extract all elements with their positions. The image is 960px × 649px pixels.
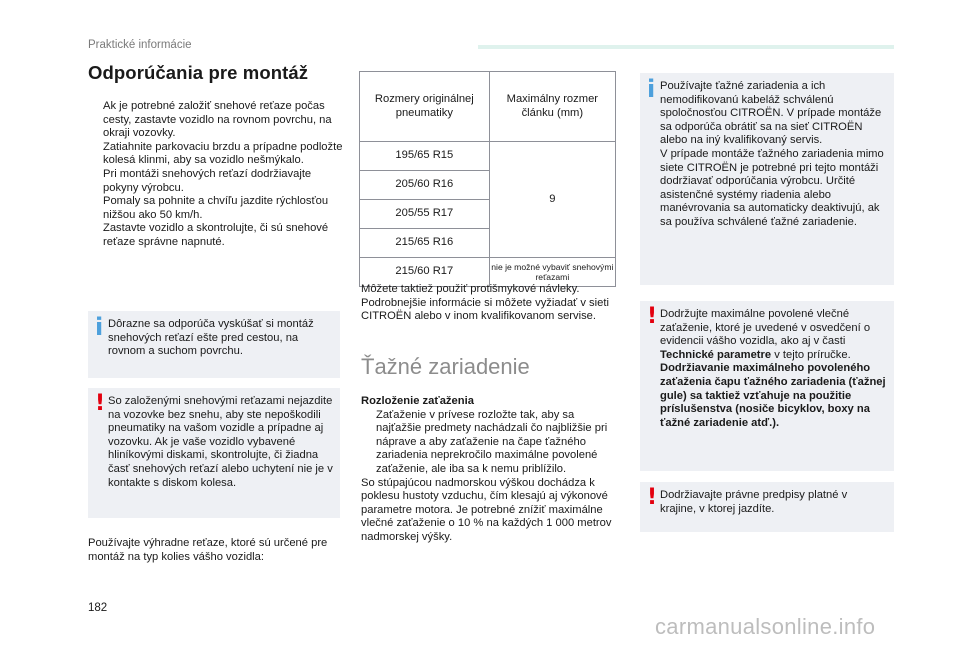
- table-header-max: Maximálny rozmer článku (mm): [489, 72, 615, 142]
- warning-icon: !: [647, 485, 658, 510]
- list-item: Zastavte vozidlo a skontrolujte, či sú snehové reťaze správne napnuté.: [103, 222, 329, 248]
- not-possible-value: nie je možné vybaviť snehovými reťazami: [489, 258, 615, 287]
- warning-note-legal: ! Dodržiavajte právne predpisy platné v krajine, v ktorej jazdíte.: [640, 482, 894, 532]
- towing-heading: Ťažné zariadenie: [361, 354, 530, 379]
- max-size-value: 9: [489, 142, 615, 258]
- list-item: Pomaly sa pohnite a chvíľu jazdite rýchlosťou nižšou ako 50 km/h.: [103, 195, 329, 221]
- load-distribution-heading: Rozloženie zaťaženia: [361, 395, 474, 407]
- info-icon: i: [647, 75, 656, 103]
- watermark: carmanualsonline.info: [655, 614, 876, 639]
- warning-note-towing-load: ! Dodržujte maximálne povolené vlečné zaťaženie, ktoré je uvedené v osvedčení o evidencii vášho vozidla, ako aj v časti Technické parametre v tejto príručke. Dodržiavanie maximálneho povoleného zaťaženia čapu ťažného zariadenia (ťažnej gule) sa taktiež vzťahuje na použitie príslušenstva (nosiče bicyklov, boxy na ťažné zariadenie atď.).: [640, 301, 894, 471]
- table-header-size: Rozmery originálnej pneumatiky: [360, 72, 490, 142]
- mounting-bullet-list: [88, 100, 348, 250]
- chains-usage-text: Používajte výhradne reťaze, ktoré sú určené pre montáž na typ kolies vášho vozidla:: [88, 537, 328, 563]
- table-row: 215/65 R16: [360, 229, 616, 258]
- table-row: 205/55 R17: [360, 200, 616, 229]
- warning-icon: !: [95, 391, 106, 416]
- load-distribution-block: [361, 395, 619, 545]
- tyre-chain-table: [359, 71, 616, 287]
- list-item: Zaťaženie v prívese rozložte tak, aby sa najťažšie predmety nachádzali čo najbližšie pri náprave a aby zaťaženie na čape ťažného zariadenia neprekročilo maximálne povolené zaťaženie, ale iba sa k nemu priblížilo.: [376, 408, 608, 475]
- section-title: Praktické informácie: [88, 39, 192, 51]
- info-note-towbar: i Používajte ťažné zariadenia a ich nemodifikovanú kabeláž schválenú spoločnosťou CITROËN. V prípade montáže sa odporúča obrátiť sa na sieť CITROËN alebo na iný kvalifikovaný servis. V prípade montáže ťažného zariadenia mimo siete CITROËN je potrebné pri tejto montáži dodržiavať odporúčania výrobcu. Určité asistenčné systémy riadenia alebo manévrovania sa automaticky deaktivujú, ak sa používa schválené ťažné zariadenie.: [640, 73, 894, 285]
- info-note-trial-mount: i Dôrazne sa odporúča vyskúšať si montáž snehových reťazí ešte pred cestou, na rovnom a suchom povrchu.: [88, 311, 340, 378]
- warning-note-no-snow: ! So založenými snehovými reťazami nejazdite na vozovke bez snehu, aby ste nepoškodili pneumatiky na vašom vozidle a prípadne aj vozovku. Ak je vaše vozidlo vybavené hliníkovými diskami, skontrolujte, či žiadna časť snehových reťazí alebo uchytení nie je v kontakte s diskom kolesa.: [88, 388, 340, 518]
- table-row: 195/65 R15 9: [360, 142, 616, 171]
- header-accent-bar: [478, 45, 894, 49]
- list-item: Zatiahnite parkovaciu brzdu a prípadne podložte kolesá klinmi, aby sa vozidlo nešmýkalo.: [103, 140, 343, 167]
- mounting-heading: Odporúčania pre montáž: [88, 62, 309, 83]
- warning-icon: !: [647, 304, 658, 329]
- list-item: Pri montáži snehových reťazí dodržiavajte pokyny výrobcu.: [103, 167, 312, 194]
- info-icon: i: [95, 313, 104, 341]
- page-number: 182: [88, 602, 108, 614]
- table-row: 205/60 R16: [360, 171, 616, 200]
- list-item: Ak je potrebné založiť snehové reťaze počas cesty, zastavte vozidlo na rovnom povrchu, na okraji vozovky.: [103, 100, 332, 140]
- anti-slip-text: Môžete taktiež použiť protišmykové návleky. Podrobnejšie informácie si môžete vyžiadať v sieti CITROËN alebo v inom kvalifikovanom servise.: [361, 283, 609, 323]
- altitude-text: So stúpajúcou nadmorskou výškou dochádza k poklesu hustoty vzduchu, čím klesajú aj výkonové parametre motora. Je potrebné znížiť maximálne vlečné zaťaženie o 10 % na každých 1 000 metrov nadmorskej výšky.: [361, 476, 612, 543]
- table-row: 215/60 R17 nie je možné vybaviť snehovými reťazami: [360, 258, 616, 287]
